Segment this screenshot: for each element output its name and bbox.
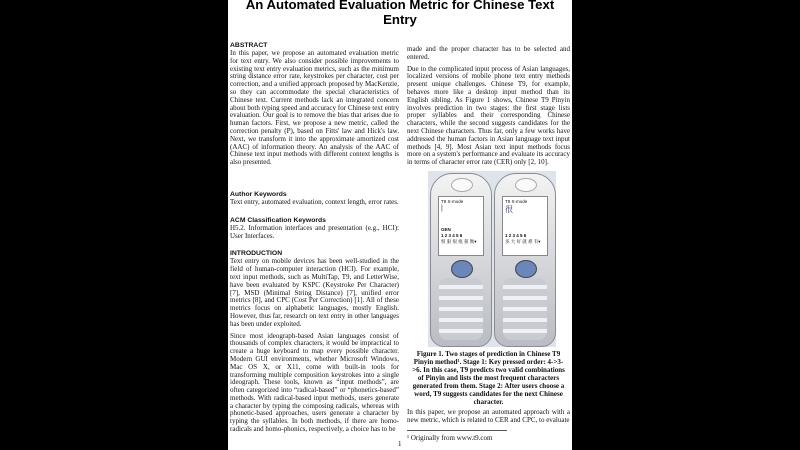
- acm-heading: ACM Classification Keywords: [230, 216, 326, 224]
- screen-header: T9 S-mode: [505, 198, 528, 204]
- keypad: [439, 278, 483, 340]
- intro-heading: INTRODUCTION: [230, 250, 283, 258]
- paper-title: An Automated Evaluation Metric for Chinese Text Entry: [245, 0, 555, 27]
- typed-char: 很: [505, 204, 513, 214]
- acm-text: H5.2. Information interfaces and presentation (e.g., HCI): User Interfaces.: [230, 223, 399, 240]
- digit-row: 1 2 3 4 5 6: [441, 232, 463, 238]
- figure-caption: Figure 1. Two stages of prediction in Chinese T9 Pinyin method¹. Stage 1: Key pressed order: 4->3->6. In this case, T9 predicts two valid combinations of Pinyin and lists the most frequent characters generated from them. Stage 2: After users choose a word, T9 suggests candidates for the next Chinese character.: [412, 349, 565, 406]
- nav-key-icon: [451, 260, 473, 278]
- candidate-row: 多 大 好 就 难 有▾: [505, 238, 541, 244]
- figure-1-image: [428, 171, 556, 347]
- candidate-row: 恨 狠 很 痕 狠 衡▾: [441, 238, 477, 244]
- mode-label: GEN: [441, 226, 451, 232]
- cursor: |: [441, 204, 443, 212]
- footnote-divider: [407, 430, 507, 431]
- abstract-heading: ABSTRACT: [230, 42, 268, 49]
- footnote: ¹ Originally from www.t9.com: [407, 433, 493, 442]
- intro-paragraph-4: Due to the complicated input process of Asian languages, localized versions of mobile phone text entry methods present unique challenges. Chinese T9, for example, behaves more like a desktop input method than its English sibling. As Figure 1 shows, Chinese T9 Pinyin involves prediction in two stages: the first stage lists proper syllables and their corresponding Chinese characters, while the second suggests candidates for the next Chinese characters. Thus far, only a few works have addressed the human factors in Asian language text input methods [4, 9]. Most Asian text input methods focus more on a system's performance and evaluate its accuracy in terms of character error rate (CER) only [2, 10].: [407, 64, 570, 167]
- phone-stage-2: [494, 173, 556, 347]
- intro-paragraph-5: In this paper, we propose an automated approach with a new metric, which is related to CER and CPC, to evaluate: [407, 407, 570, 424]
- keypad: [503, 278, 547, 340]
- digit-row: 1 2 3 4 5 6: [505, 232, 527, 238]
- page-number: 1: [398, 440, 402, 448]
- spacer: [230, 171, 399, 191]
- screen-header: T9 S-mode: [441, 198, 464, 204]
- intro-paragraph-1: Text entry on mobile devices has been well-studied in the field of human-computer interaction (HCI). For example, text input methods, such as MultiTap, T9, and LetterWise, have been evaluated by KSPC (Keystroke Per Character) [7], MSD (Minimal String Distance) [7], unified error metrics [8], and CPC (Cost Per Correction) [1]. All of these metrics focus on alphabetic languages, mostly English. However, thus far, research on text entry in other languages has been under exploited.: [230, 257, 399, 328]
- phone-screen: [502, 196, 548, 256]
- paper-page: [228, 0, 572, 450]
- right-column: [407, 46, 570, 442]
- speaker-icon: [515, 178, 537, 192]
- intro-paragraph-3: made and the proper character has to be selected and entered.: [407, 45, 570, 61]
- nav-key-icon: [515, 260, 537, 278]
- author-keywords-text: Text entry, automated evaluation, context length, error rates.: [230, 197, 399, 206]
- intro-paragraph-2: Since most ideograph-based Asian languages consist of thousands of complex characters, it would be impractical to create a huge keyboard to map every possible character. Modern GUI environments, whether Microsoft Windows, Mac OS X, or X11, come with built-in tools for transforming multiple composition keystrokes into a single ideograph. These tools, known as “input methods”, are often categorized into “radical-based” or “phonetics-based” methods. With radical-based input methods, users generate a character by typing the composing radicals, whereas with phonetic-based approaches, users generate a character by typing the syllables. In both methods, if there are homo-radicals and homo-phonics, respectively, a choice has to be: [230, 331, 399, 434]
- author-keywords-heading: Author Keywords: [230, 190, 287, 198]
- left-column: [230, 42, 399, 438]
- abstract-text: In this paper, we propose an automated evaluation metric for text entry. We also consider possible improvements to existing text entry evaluation metrics, such as the minimum string distance error rate, keystrokes per character, cost per correction, and a unified approach proposed by MacKenzie, so they can accommodate the special characteristics of Chinese text. Current methods lack an integrated concern about both typing speed and accuracy for Chinese text entry evaluation. Our goal is to remove the bias that arises due to human factors. First, we propose a new metric, called the correction penalty (P), based on Fitts' law and Hick's law. Next, we transform it into the approximate amortized cost (AAC) of information theory. An analysis of the AAC of Chinese text input methods with different context lengths is also presented.: [230, 49, 399, 167]
- phone-stage-1: [430, 173, 492, 347]
- phone-screen: [438, 196, 484, 256]
- speaker-icon: [451, 178, 473, 192]
